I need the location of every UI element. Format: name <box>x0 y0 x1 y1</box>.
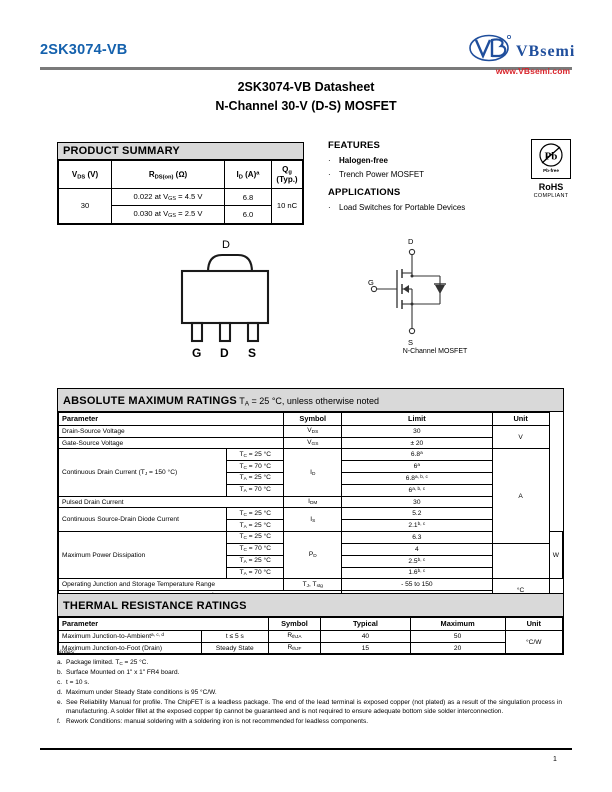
note-item <box>57 668 562 677</box>
cell-limit: ± 20 <box>342 437 492 449</box>
product-summary-title: PRODUCT SUMMARY <box>58 143 303 160</box>
cell-condition: $T_A = 70$ °C <box>227 567 284 579</box>
cell-typical: 15 <box>321 642 410 654</box>
thermal-title-bar <box>58 594 563 617</box>
cell-condition: $T_C = 70$ °C <box>227 461 284 473</box>
vb-monogram-icon <box>468 33 514 63</box>
cell-condition: $T_C = 25$ °C <box>227 508 284 520</box>
cell-symbol: $I_S$ <box>284 508 342 532</box>
cell-qg-value: 10 nC <box>272 189 303 223</box>
note-item <box>57 698 562 716</box>
cell-condition: $T_C = 70$ °C <box>227 543 284 555</box>
thermal-title: THERMAL RESISTANCE RATINGS <box>63 600 247 612</box>
bullet-icon: · <box>328 170 331 179</box>
cell-rdson-1: 0.022 at $V_{GS} = 4.5$ V <box>112 189 225 206</box>
bullet-icon: · <box>328 156 331 165</box>
svg-text:S: S <box>248 346 257 360</box>
bullet-icon: · <box>328 203 331 212</box>
table-row <box>59 189 303 206</box>
abs-max-title-note: $T_A = 25$ °C, unless otherwise noted <box>236 396 379 408</box>
table-row <box>59 437 563 449</box>
notes-heading: Notes: <box>57 649 76 656</box>
note-item <box>57 678 562 687</box>
application-item <box>328 203 543 212</box>
abs-max-ratings-table <box>57 388 564 603</box>
cell-unit: A <box>492 449 549 544</box>
cell-symbol: $T_J$, $T_{stg}$ <box>284 579 342 591</box>
note-item <box>57 688 562 697</box>
feature-label: Halogen-free <box>339 156 388 165</box>
cell-condition: t ≤ 5 s <box>201 630 268 642</box>
cell-limit: 6$^a$ <box>342 461 492 473</box>
features-section <box>328 140 518 179</box>
col-vds: $V_{DS}$ (V) <box>59 161 112 189</box>
rohs-label: RoHS <box>538 182 564 192</box>
table-header-row <box>59 413 563 426</box>
cell-parameter: Pulsed Drain Current <box>59 496 284 508</box>
note-text: Maximum under Steady State conditions is 95 °C/W. <box>66 688 217 696</box>
col-parameter: Parameter <box>59 618 269 631</box>
note-label: c. <box>57 678 63 686</box>
svg-text:D: D <box>220 346 229 360</box>
applications-section <box>328 187 543 212</box>
svg-text:G: G <box>368 278 374 287</box>
application-label: Load Switches for Portable Devices <box>339 203 466 212</box>
col-typical: Typical <box>321 618 410 631</box>
applications-heading: APPLICATIONS <box>328 187 401 198</box>
cell-maximum: 20 <box>410 642 505 654</box>
note-label: e. <box>57 698 63 706</box>
note-label: b. <box>57 669 63 677</box>
table-row <box>59 508 563 520</box>
cell-symbol: $R_{thJF}$ <box>268 642 321 654</box>
thermal-resistance-table <box>57 593 564 655</box>
cell-condition: $T_A = 70$ °C <box>227 484 284 496</box>
cell-symbol: $V_{GS}$ <box>284 437 342 449</box>
col-maximum: Maximum <box>410 618 505 631</box>
pb-free-icon <box>531 139 571 179</box>
cell-condition: $T_A = 25$ °C <box>227 555 284 567</box>
sot89-package-icon <box>140 232 320 362</box>
cell-symbol: $R_{thJA}$ <box>268 630 321 642</box>
mosfet-symbol-drawing <box>368 232 498 357</box>
table-row <box>59 496 563 508</box>
col-symbol: Symbol <box>284 413 342 426</box>
note-item <box>57 658 562 668</box>
cell-id-1: 6.8 <box>225 189 272 206</box>
document-subtitle: N-Channel 30-V (D-S) MOSFET <box>215 99 397 113</box>
logo-website-url: www.VBsemi.com <box>495 66 571 76</box>
cell-unit: W <box>549 532 562 579</box>
cell-parameter: Operating Junction and Storage Temperature Range <box>59 579 284 591</box>
note-label: f. <box>57 717 61 725</box>
cell-symbol: $I_D$ <box>284 449 342 496</box>
page-number: 1 <box>553 756 557 763</box>
package-outline-drawing <box>140 232 320 367</box>
cell-unit: °C/W <box>505 630 562 654</box>
note-label: a. <box>57 658 63 666</box>
cell-limit: 5.2 <box>342 508 492 520</box>
svg-text:Pb: Pb <box>544 150 558 163</box>
n-channel-mosfet-icon <box>368 232 498 352</box>
part-number-heading: 2SK3074-VB <box>40 42 128 58</box>
cell-limit: 2.5$^{b, c}$ <box>342 555 492 567</box>
note-text: t = 10 s. <box>66 678 90 686</box>
note-text: Package limited. $T_C = 25$ °C. <box>66 658 149 666</box>
feature-label: Trench Power MOSFET <box>339 170 425 179</box>
pb-free-symbol <box>533 140 569 176</box>
table-row <box>59 425 563 437</box>
cell-parameter: Maximum Power Dissipation <box>59 532 227 579</box>
table-row <box>59 630 563 642</box>
cell-parameter: Maximum Junction-to-Foot (Drain) <box>59 642 202 654</box>
abs-max-title-bar <box>58 389 563 412</box>
col-unit: Unit <box>492 413 549 426</box>
cell-id-2: 6.0 <box>225 206 272 223</box>
svg-text:Pb-free: Pb-free <box>543 168 559 173</box>
mosfet-symbol-caption: N-Channel MOSFET <box>402 348 468 355</box>
svg-text:S: S <box>408 338 414 347</box>
note-item <box>57 717 562 726</box>
col-symbol: Symbol <box>268 618 321 631</box>
cell-limit: 6.8$^{a, b, c}$ <box>342 473 492 485</box>
cell-condition: $T_C = 25$ °C <box>227 532 284 544</box>
cell-parameter: Continuous Drain Current ($T_J = 150$ °C) <box>59 449 227 496</box>
cell-condition: $T_C = 25$ °C <box>227 449 284 461</box>
cell-parameter: Gate-Source Voltage <box>59 437 284 449</box>
col-unit: Unit <box>505 618 562 631</box>
document-title: 2SK3074-VB Datasheet <box>237 80 375 94</box>
abs-max-title: ABSOLUTE MAXIMUM RATINGS <box>63 395 237 407</box>
cell-parameter: Drain-Source Voltage <box>59 425 284 437</box>
notes-section <box>57 648 562 726</box>
table-row <box>59 579 563 591</box>
product-summary-table <box>57 142 304 225</box>
cell-limit: 6.3 <box>342 532 492 544</box>
cell-limit: - 55 to 150 <box>342 579 492 591</box>
col-limit: Limit <box>342 413 492 426</box>
rohs-badge <box>528 139 574 199</box>
table-row <box>59 449 563 461</box>
cell-symbol: $V_{DS}$ <box>284 425 342 437</box>
cell-limit: 4 <box>342 543 492 555</box>
cell-limit: 6.8$^a$ <box>342 449 492 461</box>
cell-unit: V <box>492 425 549 449</box>
svg-text:G: G <box>192 346 202 360</box>
note-label: d. <box>57 688 63 696</box>
cell-unit: °C <box>492 579 549 602</box>
cell-condition: $T_A = 25$ °C <box>227 473 284 485</box>
rohs-compliant-label: COMPLIANT <box>533 193 569 199</box>
table-row <box>59 532 563 544</box>
cell-typical: 40 <box>321 630 410 642</box>
svg-text:D: D <box>408 237 414 246</box>
logo-wordmark: VBsemi <box>516 43 576 60</box>
cell-limit: 30 <box>342 425 492 437</box>
feature-item <box>328 170 518 179</box>
cell-rdson-2: 0.030 at $V_{GS} = 2.5$ V <box>112 206 225 223</box>
cell-condition: Steady State <box>201 642 268 654</box>
note-text: Surface Mounted on 1" x 1" FR4 board. <box>66 669 180 677</box>
svg-text:D: D <box>222 239 230 251</box>
col-id: $I_D$ $(A)^a$ <box>225 161 272 189</box>
cell-limit: 2.1$^{b, c}$ <box>342 520 492 532</box>
cell-symbol: $P_D$ <box>284 532 342 579</box>
cell-limit: 6$^{a, b, c}$ <box>342 484 492 496</box>
col-qg: $Q_g$ (Typ.) <box>272 161 303 189</box>
footer-divider <box>40 748 572 750</box>
cell-parameter: Maximum Junction-to-Ambient$^{a, c, d}$ <box>59 630 202 642</box>
cell-condition: $T_A = 25$ °C <box>227 520 284 532</box>
cell-limit: 30 <box>342 496 492 508</box>
col-rdson: $R_{DS(on)}$ (Ω) <box>112 161 225 189</box>
cell-vds-value: 30 <box>59 189 112 223</box>
cell-maximum: 50 <box>410 630 505 642</box>
note-text: See Reliability Manual for profile. The ChipFET is a leadless package. The end of the lead terminal is exposed copper (not plated) as a result of the singulation process in manufacturing. A solder fillet at the exposed copper tip cannot be guaranteed and is not required to ensure adequate bottom side solder interconnection. <box>66 698 562 715</box>
features-heading: FEATURES <box>328 140 381 151</box>
cell-symbol: $I_{DM}$ <box>284 496 342 508</box>
note-text: Rework Conditions: manual soldering with a soldering iron is not recommended for leadless components. <box>66 717 369 725</box>
table-header-row <box>59 618 563 631</box>
table-header-row <box>59 161 303 189</box>
cell-limit: 1.6$^{b, c}$ <box>342 567 492 579</box>
col-parameter: Parameter <box>59 413 284 426</box>
feature-item <box>328 156 518 165</box>
cell-parameter: Continuous Source-Drain Diode Current <box>59 508 227 532</box>
